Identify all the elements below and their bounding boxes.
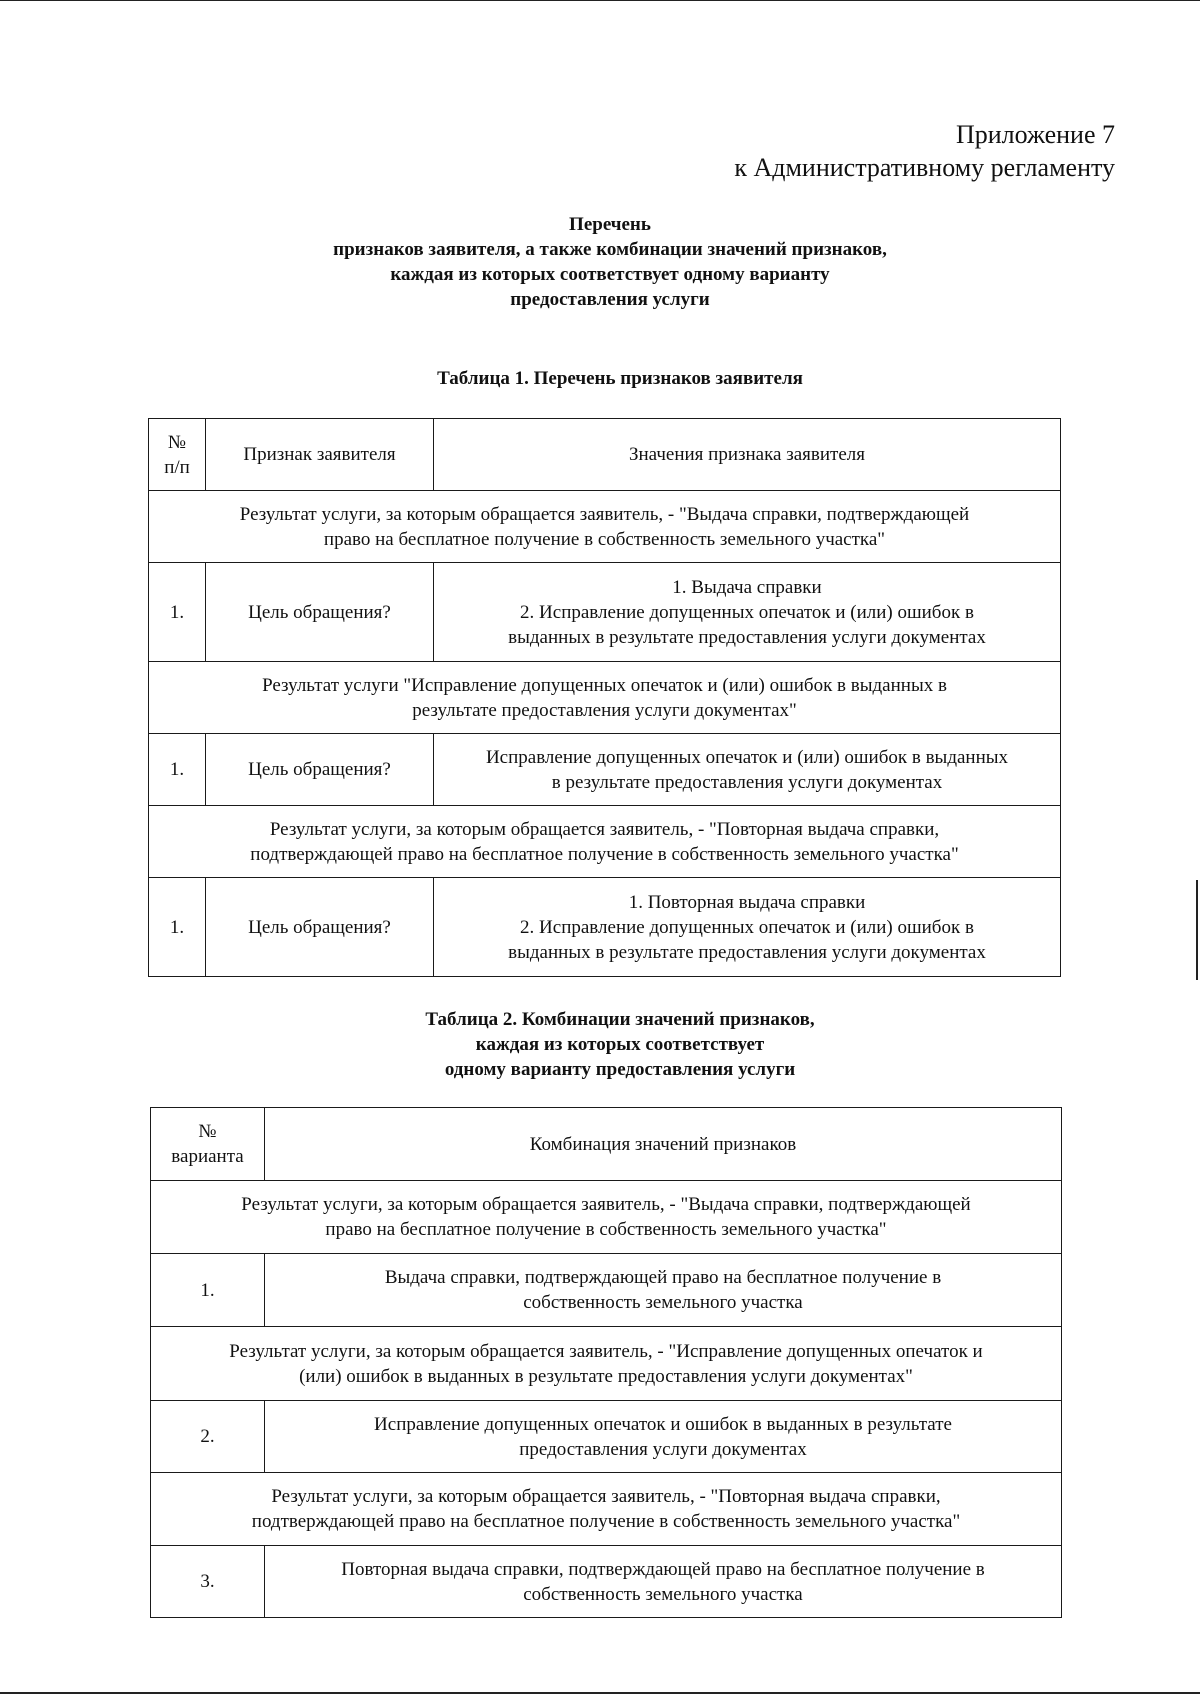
combination-line: Исправление допущенных опечаток и ошибок в выданных в результате — [374, 1413, 952, 1435]
title-line-2: признаков заявителя, а также комбинации значений признаков, — [333, 239, 887, 260]
section-title-line-2: (или) ошибок в выданных в результате предоставления услуги документах" — [299, 1365, 913, 1387]
table2 — [150, 1107, 1062, 1618]
value-line: 1. Выдача справки — [672, 576, 822, 598]
section-title — [151, 1473, 1062, 1546]
table2-header-combination: Комбинация значений признаков — [265, 1108, 1062, 1181]
table2-section-row — [151, 1181, 1062, 1254]
attribute-cell: Цель обращения? — [206, 734, 434, 806]
section-title — [149, 662, 1061, 734]
document-title — [200, 212, 1020, 312]
variant-number: 1. — [151, 1254, 265, 1327]
table1 — [148, 418, 1061, 977]
combination-line: собственность земельного участка — [523, 1292, 803, 1313]
attribute-cell: Цель обращения? — [206, 563, 434, 662]
table1-caption-text: Таблица 1. Перечень признаков заявителя — [437, 368, 803, 389]
section-title-line-1: Результат услуги, за которым обращается заявитель, - "Выдача справки, подтверждающей — [239, 503, 970, 525]
section-title-line-1: Результат услуги "Исправление допущенных опечаток и (или) ошибок в выданных в — [262, 674, 947, 696]
table1-header-attribute: Признак заявителя — [206, 419, 434, 491]
table2-header-row — [151, 1108, 1062, 1181]
section-title-line-2: подтверждающей право на бесплатное получение в собственность земельного участка" — [251, 1511, 961, 1532]
combination-cell — [265, 1401, 1062, 1473]
scan-edge-top — [0, 0, 1200, 1]
section-title — [149, 491, 1061, 563]
table1-header-num — [149, 419, 206, 491]
combination-cell — [265, 1254, 1062, 1327]
header-num-line-1: № — [167, 431, 187, 453]
section-title-line-1: Результат услуги, за которым обращается заявитель, - "Исправление допущенных опечаток и — [229, 1340, 983, 1362]
title-line-4: предоставления услуги — [510, 289, 710, 310]
value-line: в результате предоставления услуги документах — [551, 771, 943, 793]
table1-header-row — [149, 419, 1061, 491]
variant-number: 3. — [151, 1546, 265, 1618]
table1-caption — [300, 366, 940, 391]
combination-line: предоставления услуги документах — [519, 1438, 807, 1460]
table2-caption-line-3: одному варианту предоставления услуги — [444, 1059, 796, 1080]
values-cell — [434, 734, 1061, 806]
table2-caption-line-1: Таблица 2. Комбинации значений признаков, — [425, 1009, 815, 1030]
table-row — [149, 734, 1061, 806]
table-row — [149, 878, 1061, 977]
section-title-line-2: право на бесплатное получение в собственность земельного участка" — [325, 1219, 887, 1240]
section-title — [151, 1327, 1062, 1401]
combination-cell — [265, 1546, 1062, 1618]
table2-section-row — [151, 1473, 1062, 1546]
table-row — [151, 1254, 1062, 1327]
row-number: 1. — [149, 734, 206, 806]
section-title-line-1: Результат услуги, за которым обращается заявитель, - "Выдача справки, подтверждающей — [241, 1194, 971, 1215]
table-row — [151, 1401, 1062, 1473]
value-line: выданных в результате предоставления услуги документах — [508, 626, 986, 648]
header-num-line-2: варианта — [171, 1146, 244, 1167]
values-cell — [434, 563, 1061, 662]
table1-header-values: Значения признака заявителя — [434, 419, 1061, 491]
table1-section-row — [149, 491, 1061, 563]
scan-edge-bottom — [0, 1692, 1200, 1694]
section-title-line-2: результате предоставления услуги документах" — [412, 699, 797, 721]
combination-line: Повторная выдача справки, подтверждающей право на бесплатное получение в — [341, 1558, 985, 1580]
variant-number: 2. — [151, 1401, 265, 1473]
row-number: 1. — [149, 563, 206, 662]
combination-line: собственность земельного участка — [523, 1583, 803, 1605]
section-title-line-1: Результат услуги, за которым обращается заявитель, - "Повторная выдача справки, — [269, 818, 940, 840]
appendix-line-1: Приложение 7 — [955, 120, 1115, 149]
value-line: Исправление допущенных опечаток и (или) ошибок в выданных — [485, 746, 1009, 768]
table2-caption-line-2: каждая из которых соответствует — [475, 1034, 765, 1055]
table1-section-row — [149, 662, 1061, 734]
section-title — [149, 806, 1061, 878]
header-num-line-2: п/п — [164, 456, 190, 478]
value-line: 2. Исправление допущенных опечаток и (или) ошибок в — [520, 916, 974, 938]
section-title — [151, 1181, 1062, 1254]
table-row — [151, 1546, 1062, 1618]
table1-section-row — [149, 806, 1061, 878]
table2-header-num — [151, 1108, 265, 1181]
title-line-3: каждая из которых соответствует одному варианту — [390, 264, 830, 285]
value-line: 2. Исправление допущенных опечаток и (или) ошибок в — [520, 601, 974, 623]
appendix-note — [734, 118, 1115, 184]
header-num-line-1: № — [198, 1121, 217, 1142]
table2-caption — [300, 1007, 940, 1082]
appendix-line-2: к Административному регламенту — [734, 153, 1115, 182]
table2-section-row — [151, 1327, 1062, 1401]
section-title-line-1: Результат услуги, за которым обращается заявитель, - "Повторная выдача справки, — [271, 1486, 941, 1507]
section-title-line-2: право на бесплатное получение в собственность земельного участка" — [323, 528, 886, 550]
row-number: 1. — [149, 878, 206, 977]
value-line: выданных в результате предоставления услуги документах — [508, 941, 986, 963]
scan-edge-right — [1196, 880, 1198, 980]
value-line: 1. Повторная выдача справки — [628, 891, 866, 913]
table-row — [149, 563, 1061, 662]
combination-line: Выдача справки, подтверждающей право на бесплатное получение в — [384, 1267, 942, 1288]
values-cell — [434, 878, 1061, 977]
title-line-1: Перечень — [569, 214, 651, 235]
attribute-cell: Цель обращения? — [206, 878, 434, 977]
section-title-line-2: подтверждающей право на бесплатное получение в собственность земельного участка" — [250, 843, 959, 865]
